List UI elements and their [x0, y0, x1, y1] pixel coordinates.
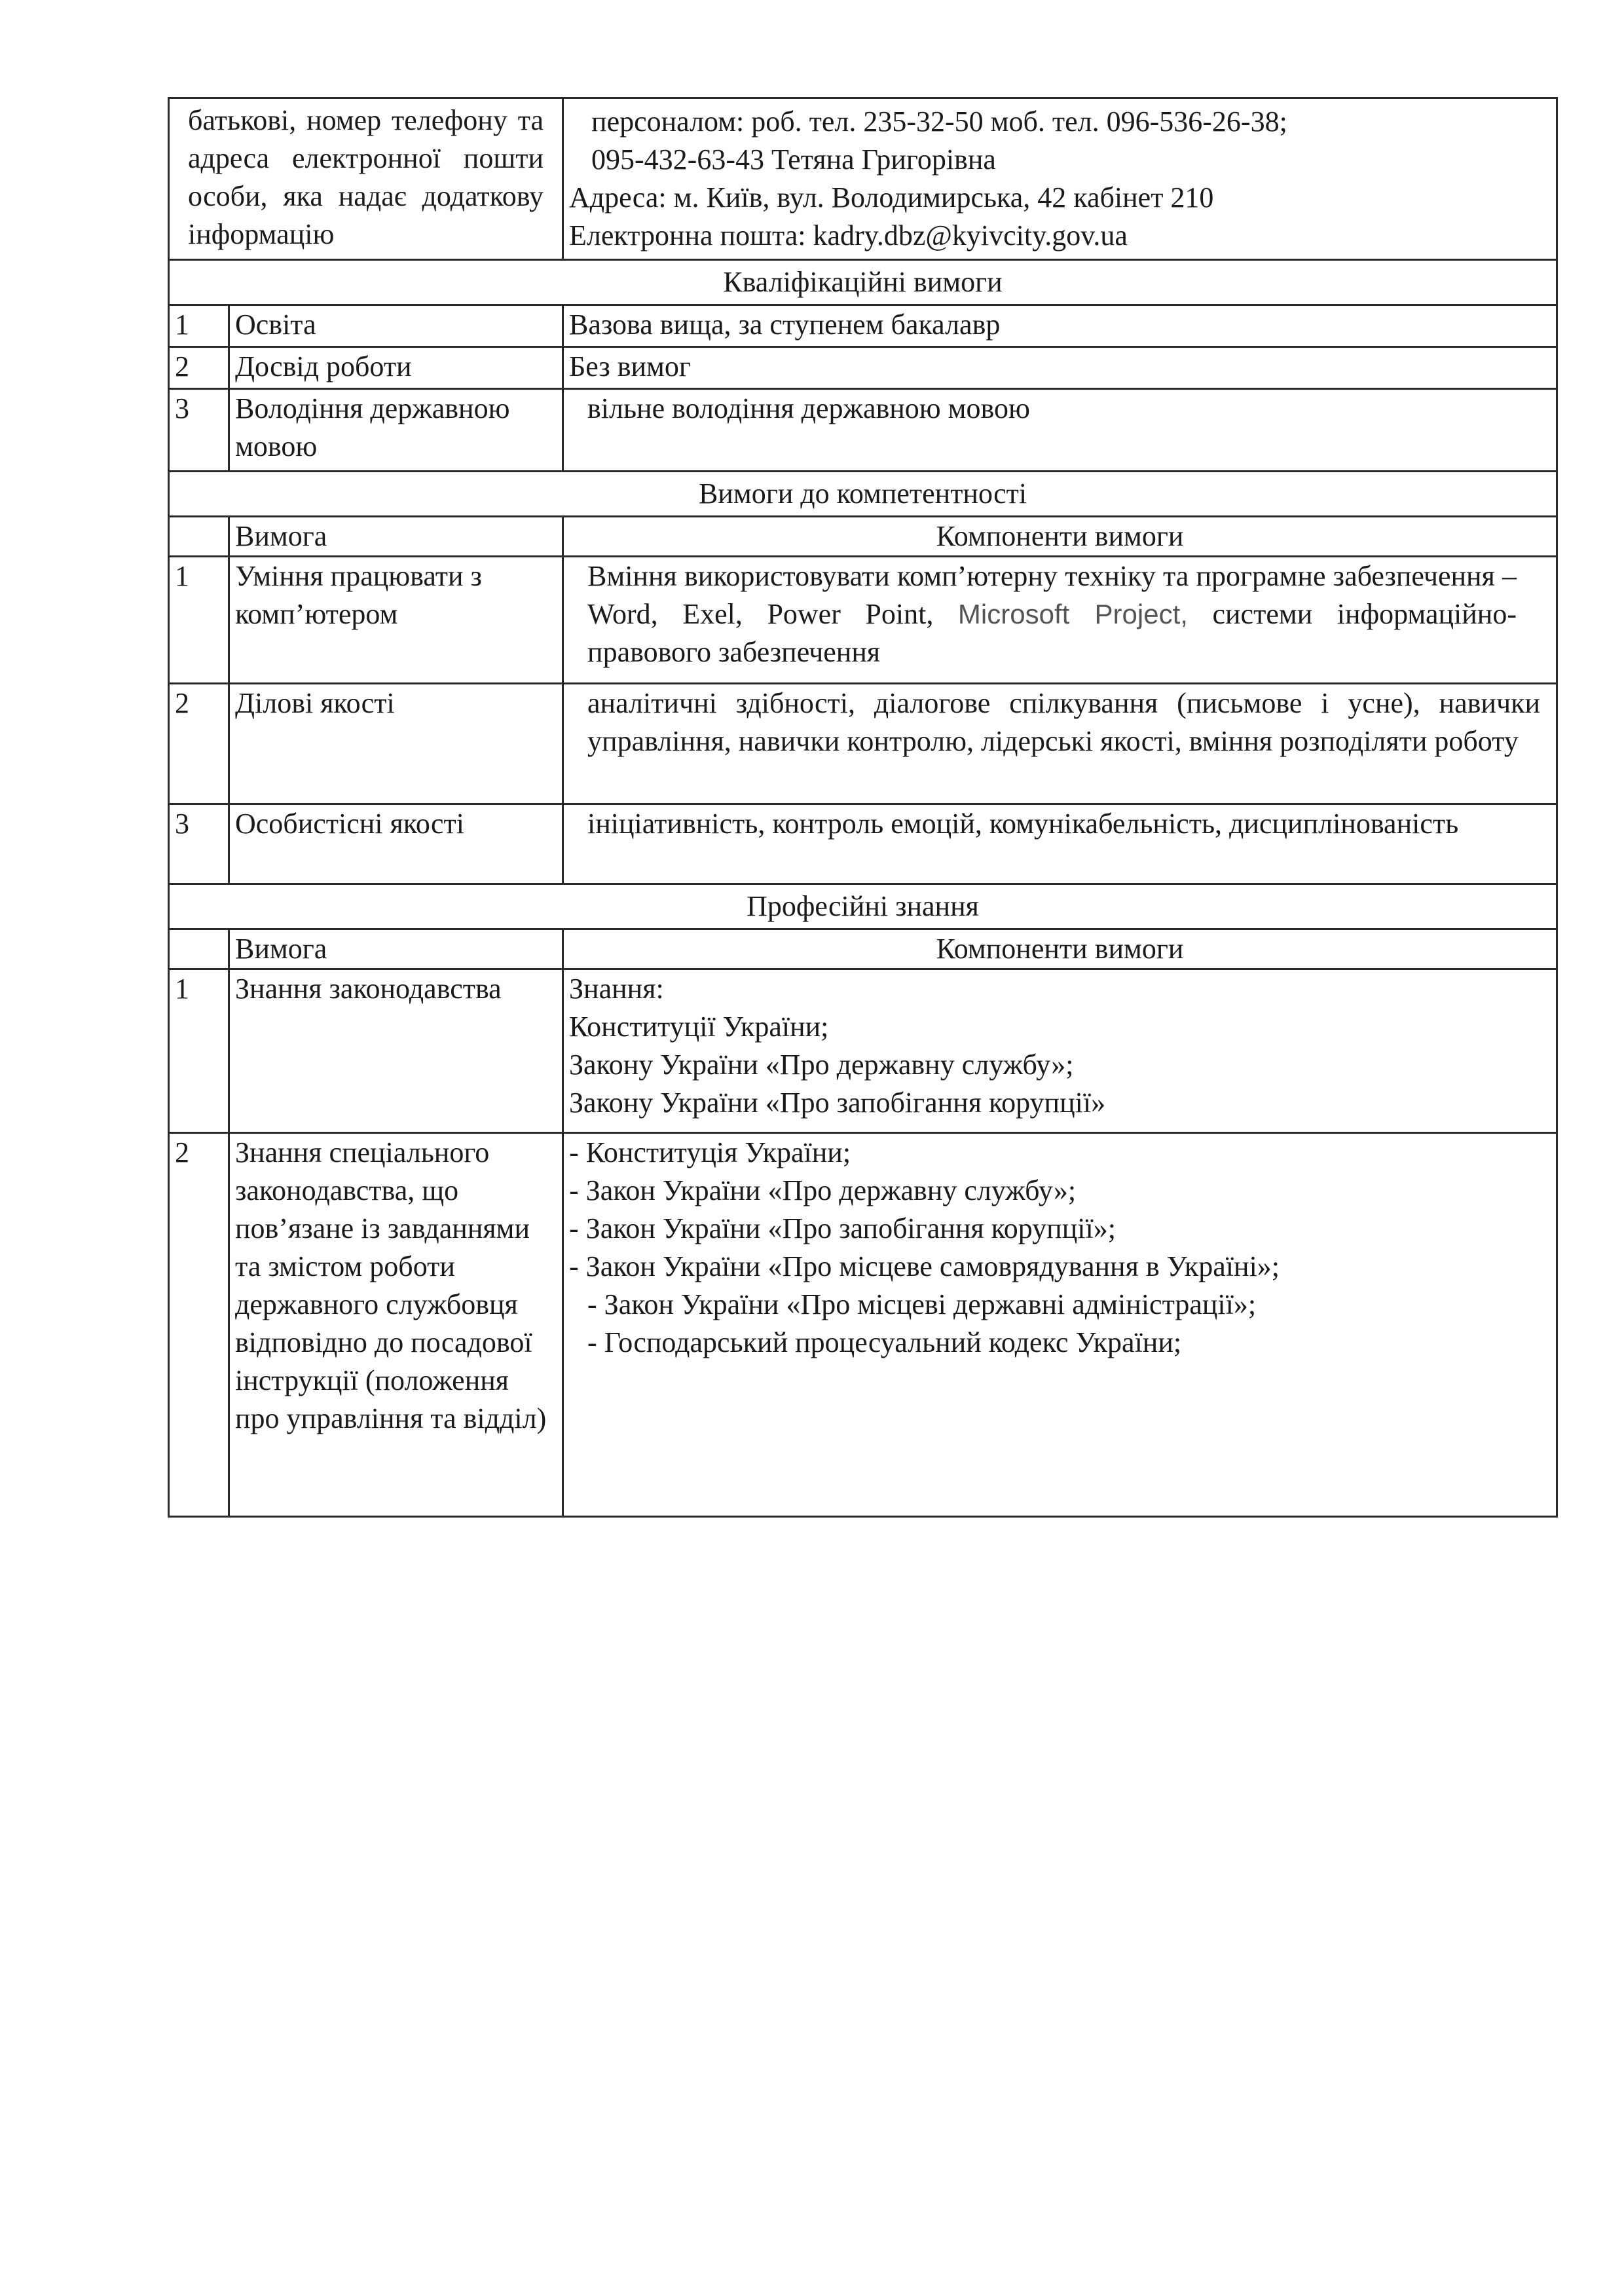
- contact-label: батькові, номер телефону та адреса електронної пошти особи, яка надає додаткову інформацію: [169, 98, 563, 260]
- knowledge-line: Закону України «Про запобігання корупції»: [569, 1087, 1106, 1119]
- law-line: - Конституція України;: [569, 1136, 851, 1168]
- competence-title: Вимоги до компетентності: [169, 472, 1557, 517]
- ms-project-text: Microsoft Project,: [957, 599, 1188, 629]
- requirement-name: Ділові якості: [229, 684, 563, 804]
- vacancy-requirements-table: [168, 97, 1558, 1518]
- competence-row: [169, 804, 1557, 884]
- law-line: - Закон України «Про місцеві державні адміністрації»;: [587, 1288, 1257, 1320]
- contact-person-line: 095-432-63-43 Тетяна Григорівна: [591, 143, 996, 176]
- row-number: 3: [169, 804, 229, 884]
- requirement-name: Уміння працювати з комп’ютером: [229, 557, 563, 684]
- contact-row: [169, 98, 1557, 260]
- contact-details: [563, 98, 1557, 260]
- column-header-requirement: Вимога: [229, 517, 563, 557]
- qualification-row: [169, 305, 1557, 347]
- knowledge-line: Конституції України;: [569, 1011, 829, 1043]
- knowledge-line: Закону України «Про державну службу»;: [569, 1049, 1074, 1081]
- contact-email-line: Електронна пошта: kadry.dbz@kyivcity.gov.ua: [569, 219, 1128, 252]
- law-line: - Закон України «Про запобігання корупції»;: [569, 1212, 1116, 1244]
- qualification-header-row: [169, 260, 1557, 305]
- knowledge-line: Знання:: [569, 973, 664, 1005]
- requirement-value: ініціативність, контроль емоцій, комунікабельність, дисциплінованість: [563, 804, 1557, 884]
- row-number: 2: [169, 1133, 229, 1517]
- requirement-value: Без вимог: [563, 347, 1557, 389]
- requirement-name: Знання законодавства: [229, 969, 563, 1133]
- row-number: 1: [169, 557, 229, 684]
- row-number: 3: [169, 389, 229, 472]
- competence-row: [169, 684, 1557, 804]
- contact-phone-line: персоналом: роб. тел. 235-32-50 моб. тел. 096-536-26-38;: [591, 105, 1287, 138]
- row-number: 1: [169, 969, 229, 1133]
- computer-skills-text: Вміння використовувати комп’ютерну техніку та програмне забезпечення – Word, Exel, Power Point,: [587, 560, 1517, 630]
- law-line: - Господарський процесуальний кодекс України;: [587, 1326, 1182, 1358]
- requirement-value: аналітичні здібності, діалогове спілкування (письмове і усне), навички управління, навички контролю, лідерські якості, вміння розподіляти роботу: [563, 684, 1557, 804]
- column-header-components: Компоненти вимоги: [563, 517, 1557, 557]
- requirement-value: Вазова вища, за ступенем бакалавр: [563, 305, 1557, 347]
- professional-row: [169, 1133, 1557, 1517]
- row-number: 2: [169, 684, 229, 804]
- qualification-title: Кваліфікаційні вимоги: [169, 260, 1557, 305]
- law-line: - Закон України «Про місцеве самоврядування в Україні»;: [569, 1250, 1280, 1282]
- professional-title: Професійні знання: [169, 884, 1557, 929]
- requirement-name: Володіння державною мовою: [229, 389, 563, 472]
- requirement-value: [563, 969, 1557, 1133]
- requirement-name: Досвід роботи: [229, 347, 563, 389]
- column-header-components: Компоненти вимоги: [563, 929, 1557, 969]
- professional-row: [169, 969, 1557, 1133]
- professional-column-header-row: [169, 929, 1557, 969]
- column-header-requirement: Вимога: [229, 929, 563, 969]
- competence-header-row: [169, 472, 1557, 517]
- competence-column-header-row: [169, 517, 1557, 557]
- requirement-value: [563, 557, 1557, 684]
- qualification-row: [169, 389, 1557, 472]
- requirement-value: вільне володіння державною мовою: [563, 389, 1557, 472]
- qualification-row: [169, 347, 1557, 389]
- law-line: - Закон України «Про державну службу»;: [569, 1174, 1077, 1206]
- computer-skills-tail: системи інформаційно-правового забезпечення: [587, 598, 1517, 668]
- row-number: 1: [169, 305, 229, 347]
- requirement-name: Особистісні якості: [229, 804, 563, 884]
- contact-address-line: Адреса: м. Київ, вул. Володимирська, 42 кабінет 210: [569, 181, 1214, 214]
- requirement-value: [563, 1133, 1557, 1517]
- requirement-name: Знання спеціального законодавства, що пов’язане із завданнями та змістом роботи державного службовця відповідно до посадової інструкції (положення про управління та відділ): [229, 1133, 563, 1517]
- competence-row: [169, 557, 1557, 684]
- row-number: 2: [169, 347, 229, 389]
- professional-header-row: [169, 884, 1557, 929]
- requirement-name: Освіта: [229, 305, 563, 347]
